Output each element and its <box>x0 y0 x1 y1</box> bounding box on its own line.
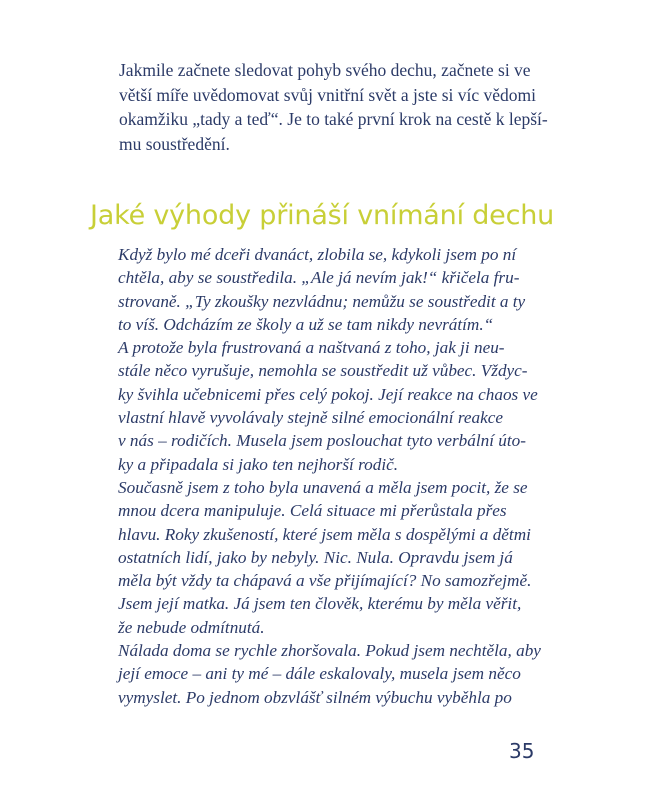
story-line: Nálada doma se rychle zhoršovala. Pokud jsem nechtěla, aby <box>118 641 541 661</box>
section-heading: Jaké výhody přináší vnímání dechu <box>90 200 555 231</box>
story-line: ky švihla učebnicemi přes celý pokoj. Její reakce na chaos ve <box>118 384 538 404</box>
story-line: hlavu. Roky zkušeností, které jsem měla s dospělými a dětmi <box>118 524 531 544</box>
story-text <box>118 243 541 709</box>
story-line: strovaně. „Ty zkoušky nezvládnu; nemůžu se soustředit a ty <box>118 291 526 311</box>
story-line: Současně jsem z toho byla unavená a měla jsem pocit, že se <box>118 477 528 497</box>
intro-line: okamžiku „tady a teď“. Je to také první krok na cestě k lepší- <box>119 109 548 130</box>
story-line: měla být vždy ta chápavá a vše přijímající? No samozřejmě. <box>118 571 532 591</box>
story-line: chtěla, aby se soustředila. „Ale já nevím jak!“ křičela fru- <box>118 268 520 288</box>
story-line: vlastní hlavě vyvolávaly stejně silné emocionální reakce <box>118 408 503 428</box>
intro-line: mu soustředění. <box>119 133 230 154</box>
story-line: Jsem její matka. Já jsem ten člověk, kterému by měla věřit, <box>118 594 522 614</box>
story-line: ky a připadala si jako ten nejhorší rodič. <box>118 454 399 474</box>
story-line: to víš. Odcházím ze školy a už se tam nikdy nevrátím.“ <box>118 314 494 334</box>
story-line: ostatních lidí, jako by nebyly. Nic. Nula. Opravdu jsem já <box>118 547 513 567</box>
intro-line: Jakmile začnete sledovat pohyb svého dechu, začnete si ve <box>119 60 531 80</box>
intro-line: větší míře uvědomovat svůj vnitřní svět a jste si víc vědomi <box>119 84 537 105</box>
story-line: že nebude odmítnutá. <box>118 617 265 637</box>
intro-paragraph <box>119 58 548 156</box>
story-line: A protože byla frustrovaná a naštvaná z toho, jak ji neu- <box>118 338 505 358</box>
story-line: její emoce – ani ty mé – dále eskalovaly, musela jsem něco <box>118 664 521 684</box>
story-line: vymyslet. Po jednom obzvlášť silném výbuchu vyběhla po <box>118 687 512 707</box>
story-line: stále něco vyrušuje, nemohla se soustředit už vůbec. Vždyc- <box>118 361 528 381</box>
story-line: mnou dcera manipuluje. Celá situace mi přerůstala přes <box>118 501 507 521</box>
story-line: v nás – rodičích. Musela jsem poslouchat tyto verbální úto- <box>118 431 526 451</box>
page-number: 35 <box>509 739 535 763</box>
story-line: Když bylo mé dceři dvanáct, zlobila se, kdykoli jsem po ní <box>118 245 517 264</box>
